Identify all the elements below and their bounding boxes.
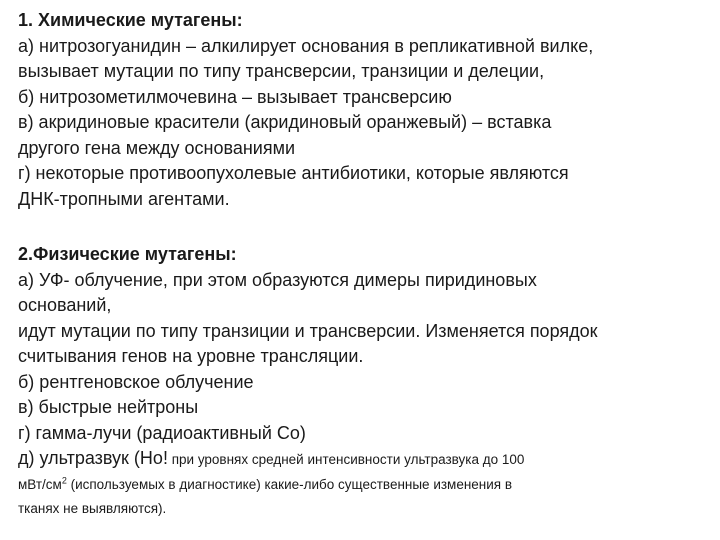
physical-line-3: идут мутации по типу транзиции и трансверсии. Изменяется порядок [18,320,598,341]
chemical-line-4: в) акридиновые красители (акридиновый оранжевый) – вставка [18,112,552,132]
physical-line-1: а) УФ- облучение, при этом образуются димеры пиридиновых [18,269,537,290]
section-heading-chemical: 1. Химические мутагены: [18,10,243,30]
chemical-line-2: вызывает мутации по типу трансверсии, транзиции и делеции, [18,61,545,81]
slide-content [18,8,714,521]
ultrasound-final-line: тканях не выявляются). [18,500,167,516]
section-heading-physical: 2.Физические мутагены: [18,244,237,264]
chemical-line-1: а) нитрозогуанидин – алкилирует основания в репликативной вилке, [18,35,594,56]
unit-rest: (используемых в диагностике) какие-либо существенные изменения в [66,476,513,492]
chemical-line-3: б) нитрозометилмочевина – вызывает трансверсию [18,86,452,107]
ultrasound-lead: д) ультразвук (Но! [18,448,168,468]
section-spacer [18,212,714,242]
ultrasound-unit-line [18,473,714,497]
physical-line-5: б) рентгеновское облучение [18,371,254,392]
chemical-line-5: другого гена между основаниями [18,137,296,158]
unit-prefix: мВт/см [18,476,62,492]
ultrasound-note: при уровнях средней интенсивности ультразвука до 100 [167,452,525,467]
physical-line-6: в) быстрые нейтроны [18,397,199,417]
physical-line-2: оснований, [18,295,112,315]
ultrasound-item [18,446,714,473]
chemical-line-6: г) некоторые противоопухолевые антибиотики, которые являются [18,163,569,183]
unit-superscript: 2 [61,475,67,485]
physical-line-7: г) гамма-лучи (радиоактивный Со) [18,422,306,443]
chemical-line-7: ДНК-тропными агентами. [18,188,230,209]
physical-line-4: считывания генов на уровне трансляции. [18,346,364,366]
